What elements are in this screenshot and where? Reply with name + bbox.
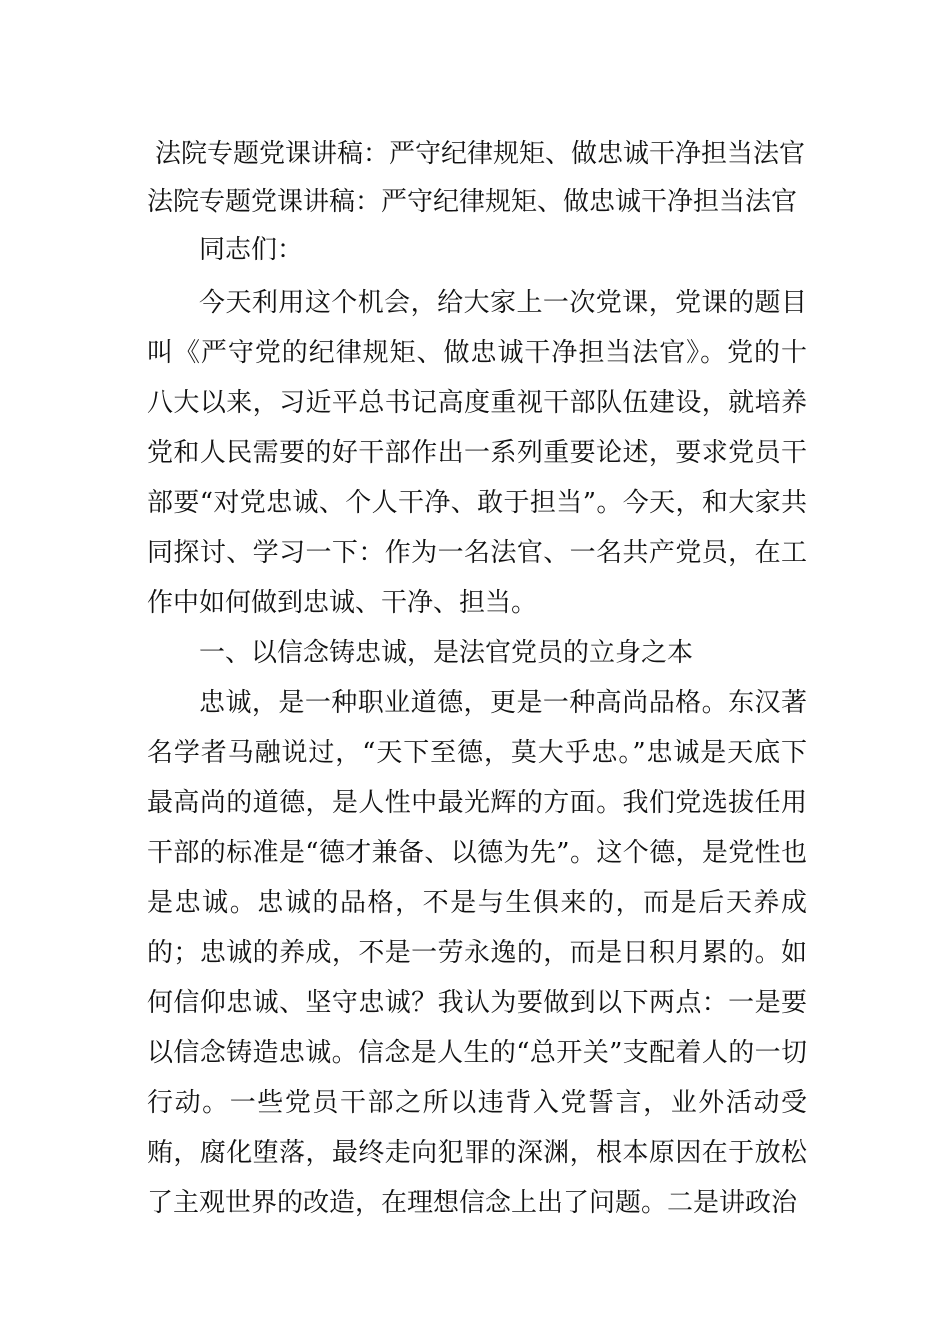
section-heading: 一、以信念铸忠诚，是法官党员的立身之本 [199, 638, 694, 668]
intro-paragraph: 今天利用这个机会，给大家上一次党课，党课的题目叫《严守党的纪律规矩、做忠诚干净担当法官》。党的十八大以来，习近平总书记高度重视干部队伍建设，就培养党和人民需要的好干部作出一系列重要论述，要求党员干部要“对党忠诚、个人干净、敢于担当”。今天，和大家共同探讨、学习一下：作为一名法官、一名共产党员，在工作中如何做到忠诚、干净、担当。 [147, 288, 807, 618]
salutation: 同志们： [199, 235, 304, 265]
document-title-repeat: 法院专题党课讲稿：严守纪律规矩、做忠诚干净担当法官 [147, 187, 798, 217]
section-paragraph: 忠诚，是一种职业道德，更是一种高尚品格。东汉著名学者马融说过，“天下至德，莫大乎忠。”忠诚是天底下最高尚的道德，是人性中最光辉的方面。我们党选拔任用干部的标准是“德才兼备、以德为先”。这个德，是党性也是忠诚。忠诚的品格，不是与生俱来的，而是后天养成的；忠诚的养成，不是一劳永逸的，而是日积月累的。如何信仰忠诚、坚守忠诚？我认为要做到以下两点：一是要以信念铸造忠诚。信念是人生的“总开关”支配着人的一切行动。一些党员干部之所以违背入党誓言，业外活动受贿，腐化堕落，最终走向犯罪的深渊，根本原因在于放松了主观世界的改造，在理想信念上出了问题。二是讲政治 [147, 688, 807, 1218]
document-title: 法院专题党课讲稿：严守纪律规矩、做忠诚干净担当法官 [155, 139, 806, 169]
document-body [147, 130, 807, 1228]
